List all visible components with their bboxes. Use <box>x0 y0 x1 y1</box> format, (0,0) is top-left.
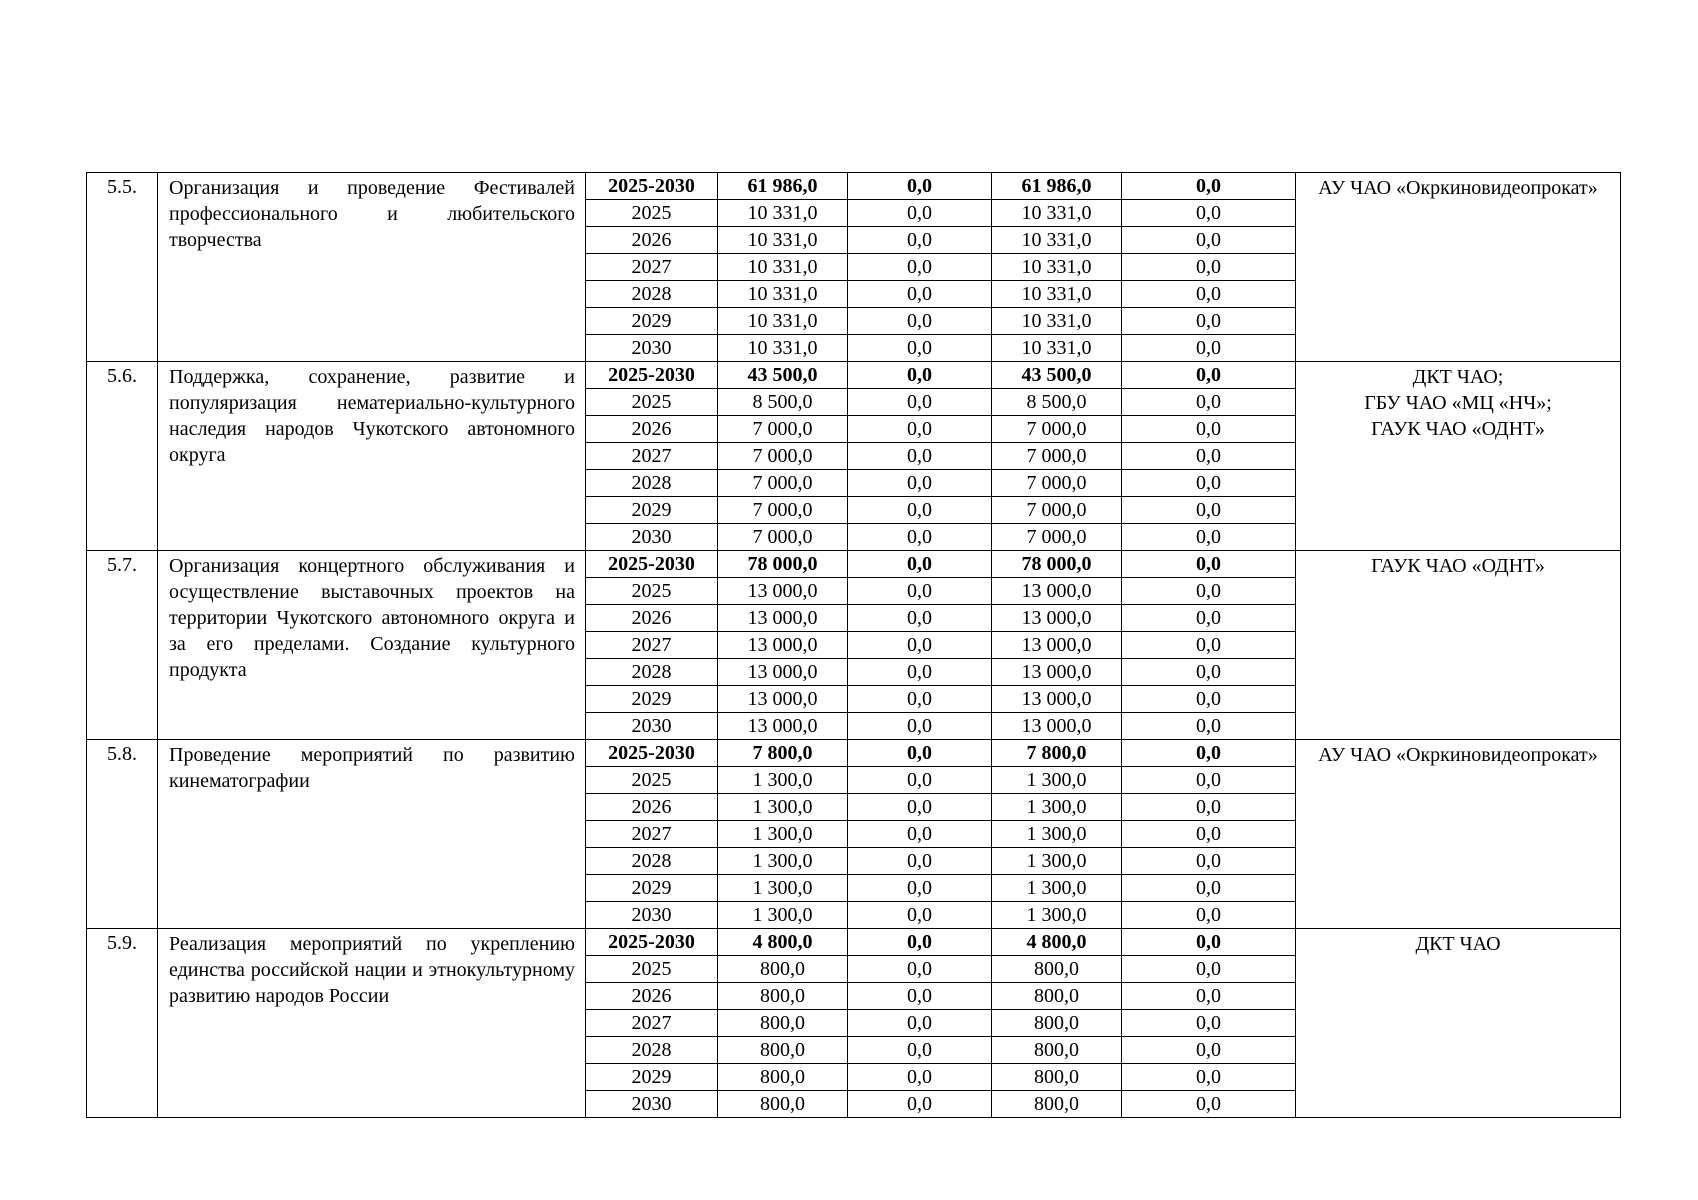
regional-budget-cell: 10 331,0 <box>992 227 1122 254</box>
federal-budget-cell: 0,0 <box>848 497 992 524</box>
period-cell: 2027 <box>586 821 718 848</box>
period-cell: 2026 <box>586 983 718 1010</box>
other-sources-cell: 0,0 <box>1122 443 1296 470</box>
total-cell: 800,0 <box>718 956 848 983</box>
item-number: 5.5. <box>87 173 158 362</box>
federal-budget-cell: 0,0 <box>848 740 992 767</box>
federal-budget-cell: 0,0 <box>848 1037 992 1064</box>
other-sources-cell: 0,0 <box>1122 1064 1296 1091</box>
other-sources-cell: 0,0 <box>1122 956 1296 983</box>
table-row-total <box>87 740 1621 767</box>
regional-budget-cell: 10 331,0 <box>992 308 1122 335</box>
total-cell: 7 000,0 <box>718 443 848 470</box>
federal-budget-cell: 0,0 <box>848 578 992 605</box>
other-sources-cell: 0,0 <box>1122 200 1296 227</box>
table-row-total <box>87 173 1621 200</box>
period-cell: 2025-2030 <box>586 551 718 578</box>
federal-budget-cell: 0,0 <box>848 362 992 389</box>
total-cell: 10 331,0 <box>718 335 848 362</box>
other-sources-cell: 0,0 <box>1122 524 1296 551</box>
other-sources-cell: 0,0 <box>1122 551 1296 578</box>
total-cell: 8 500,0 <box>718 389 848 416</box>
regional-budget-cell: 7 000,0 <box>992 443 1122 470</box>
federal-budget-cell: 0,0 <box>848 929 992 956</box>
other-sources-cell: 0,0 <box>1122 1037 1296 1064</box>
regional-budget-cell: 13 000,0 <box>992 578 1122 605</box>
federal-budget-cell: 0,0 <box>848 686 992 713</box>
period-cell: 2028 <box>586 281 718 308</box>
regional-budget-cell: 13 000,0 <box>992 686 1122 713</box>
regional-budget-cell: 13 000,0 <box>992 659 1122 686</box>
period-cell: 2025-2030 <box>586 362 718 389</box>
federal-budget-cell: 0,0 <box>848 308 992 335</box>
period-cell: 2025-2030 <box>586 929 718 956</box>
other-sources-cell: 0,0 <box>1122 929 1296 956</box>
other-sources-cell: 0,0 <box>1122 686 1296 713</box>
period-cell: 2029 <box>586 686 718 713</box>
federal-budget-cell: 0,0 <box>848 551 992 578</box>
federal-budget-cell: 0,0 <box>848 983 992 1010</box>
regional-budget-cell: 8 500,0 <box>992 389 1122 416</box>
other-sources-cell: 0,0 <box>1122 497 1296 524</box>
regional-budget-cell: 7 000,0 <box>992 470 1122 497</box>
period-cell: 2030 <box>586 713 718 740</box>
period-cell: 2028 <box>586 1037 718 1064</box>
other-sources-cell: 0,0 <box>1122 308 1296 335</box>
period-cell: 2029 <box>586 308 718 335</box>
total-cell: 13 000,0 <box>718 686 848 713</box>
period-cell: 2027 <box>586 254 718 281</box>
executor-name: АУ ЧАО «Окркиновидеопрокат» <box>1318 744 1598 766</box>
federal-budget-cell: 0,0 <box>848 848 992 875</box>
total-cell: 800,0 <box>718 1010 848 1037</box>
regional-budget-cell: 7 000,0 <box>992 416 1122 443</box>
regional-budget-cell: 1 300,0 <box>992 848 1122 875</box>
item-name: Организация концертного обслуживания и осуществление выставочных проектов на территории Чукотского автономного округа и за его пределами. Создание культурного продукта <box>158 551 586 740</box>
total-cell: 1 300,0 <box>718 848 848 875</box>
other-sources-cell: 0,0 <box>1122 470 1296 497</box>
other-sources-cell: 0,0 <box>1122 362 1296 389</box>
other-sources-cell: 0,0 <box>1122 173 1296 200</box>
other-sources-cell: 0,0 <box>1122 632 1296 659</box>
period-cell: 2029 <box>586 875 718 902</box>
period-cell: 2027 <box>586 443 718 470</box>
table-row-total <box>87 362 1621 389</box>
federal-budget-cell: 0,0 <box>848 389 992 416</box>
period-cell: 2025 <box>586 956 718 983</box>
total-cell: 800,0 <box>718 983 848 1010</box>
other-sources-cell: 0,0 <box>1122 254 1296 281</box>
federal-budget-cell: 0,0 <box>848 956 992 983</box>
regional-budget-cell: 4 800,0 <box>992 929 1122 956</box>
period-cell: 2030 <box>586 1091 718 1118</box>
other-sources-cell: 0,0 <box>1122 848 1296 875</box>
regional-budget-cell: 1 300,0 <box>992 821 1122 848</box>
executor-cell <box>1296 362 1621 551</box>
total-cell: 61 986,0 <box>718 173 848 200</box>
other-sources-cell: 0,0 <box>1122 1010 1296 1037</box>
total-cell: 4 800,0 <box>718 929 848 956</box>
item-name: Проведение мероприятий по развитию кинематографии <box>158 740 586 929</box>
other-sources-cell: 0,0 <box>1122 767 1296 794</box>
total-cell: 10 331,0 <box>718 227 848 254</box>
other-sources-cell: 0,0 <box>1122 983 1296 1010</box>
regional-budget-cell: 800,0 <box>992 983 1122 1010</box>
period-cell: 2026 <box>586 416 718 443</box>
total-cell: 1 300,0 <box>718 902 848 929</box>
regional-budget-cell: 13 000,0 <box>992 605 1122 632</box>
total-cell: 13 000,0 <box>718 632 848 659</box>
regional-budget-cell: 78 000,0 <box>992 551 1122 578</box>
other-sources-cell: 0,0 <box>1122 794 1296 821</box>
executor-cell <box>1296 929 1621 1118</box>
other-sources-cell: 0,0 <box>1122 335 1296 362</box>
federal-budget-cell: 0,0 <box>848 254 992 281</box>
federal-budget-cell: 0,0 <box>848 335 992 362</box>
period-cell: 2026 <box>586 605 718 632</box>
federal-budget-cell: 0,0 <box>848 632 992 659</box>
total-cell: 13 000,0 <box>718 578 848 605</box>
executor-cell <box>1296 551 1621 740</box>
other-sources-cell: 0,0 <box>1122 1091 1296 1118</box>
total-cell: 800,0 <box>718 1037 848 1064</box>
table-row-total <box>87 551 1621 578</box>
total-cell: 13 000,0 <box>718 713 848 740</box>
other-sources-cell: 0,0 <box>1122 578 1296 605</box>
other-sources-cell: 0,0 <box>1122 416 1296 443</box>
other-sources-cell: 0,0 <box>1122 659 1296 686</box>
other-sources-cell: 0,0 <box>1122 281 1296 308</box>
total-cell: 1 300,0 <box>718 875 848 902</box>
period-cell: 2026 <box>586 794 718 821</box>
item-name: Организация и проведение Фестивалей профессионального и любительского творчества <box>158 173 586 362</box>
regional-budget-cell: 7 000,0 <box>992 524 1122 551</box>
period-cell: 2030 <box>586 335 718 362</box>
period-cell: 2027 <box>586 1010 718 1037</box>
item-number: 5.7. <box>87 551 158 740</box>
period-cell: 2025-2030 <box>586 173 718 200</box>
federal-budget-cell: 0,0 <box>848 1010 992 1037</box>
period-cell: 2028 <box>586 659 718 686</box>
other-sources-cell: 0,0 <box>1122 740 1296 767</box>
federal-budget-cell: 0,0 <box>848 227 992 254</box>
regional-budget-cell: 7 800,0 <box>992 740 1122 767</box>
federal-budget-cell: 0,0 <box>848 416 992 443</box>
item-number: 5.6. <box>87 362 158 551</box>
period-cell: 2026 <box>586 227 718 254</box>
total-cell: 10 331,0 <box>718 281 848 308</box>
period-cell: 2030 <box>586 524 718 551</box>
total-cell: 800,0 <box>718 1064 848 1091</box>
item-number: 5.9. <box>87 929 158 1118</box>
federal-budget-cell: 0,0 <box>848 713 992 740</box>
other-sources-cell: 0,0 <box>1122 605 1296 632</box>
item-number: 5.8. <box>87 740 158 929</box>
regional-budget-cell: 10 331,0 <box>992 281 1122 308</box>
regional-budget-cell: 10 331,0 <box>992 335 1122 362</box>
funding-table <box>86 172 1621 1118</box>
federal-budget-cell: 0,0 <box>848 470 992 497</box>
total-cell: 78 000,0 <box>718 551 848 578</box>
federal-budget-cell: 0,0 <box>848 524 992 551</box>
regional-budget-cell: 800,0 <box>992 1037 1122 1064</box>
total-cell: 10 331,0 <box>718 200 848 227</box>
total-cell: 1 300,0 <box>718 794 848 821</box>
regional-budget-cell: 1 300,0 <box>992 794 1122 821</box>
federal-budget-cell: 0,0 <box>848 605 992 632</box>
item-name: Реализация мероприятий по укреплению единства российской нации и этнокультурному развитию народов России <box>158 929 586 1118</box>
federal-budget-cell: 0,0 <box>848 794 992 821</box>
total-cell: 7 000,0 <box>718 524 848 551</box>
table-row-total <box>87 929 1621 956</box>
period-cell: 2030 <box>586 902 718 929</box>
table-body <box>87 173 1621 1118</box>
federal-budget-cell: 0,0 <box>848 821 992 848</box>
total-cell: 10 331,0 <box>718 254 848 281</box>
period-cell: 2025 <box>586 767 718 794</box>
total-cell: 800,0 <box>718 1091 848 1118</box>
federal-budget-cell: 0,0 <box>848 173 992 200</box>
item-name: Поддержка, сохранение, развитие и популяризация нематериально-культурного наследия народов Чукотского автономного округа <box>158 362 586 551</box>
federal-budget-cell: 0,0 <box>848 902 992 929</box>
federal-budget-cell: 0,0 <box>848 281 992 308</box>
total-cell: 13 000,0 <box>718 659 848 686</box>
other-sources-cell: 0,0 <box>1122 227 1296 254</box>
period-cell: 2025 <box>586 578 718 605</box>
other-sources-cell: 0,0 <box>1122 821 1296 848</box>
executor-cell <box>1296 173 1621 362</box>
period-cell: 2027 <box>586 632 718 659</box>
federal-budget-cell: 0,0 <box>848 875 992 902</box>
federal-budget-cell: 0,0 <box>848 659 992 686</box>
regional-budget-cell: 10 331,0 <box>992 254 1122 281</box>
executor-name: ГАУК ЧАО «ОДНТ» <box>1371 555 1545 577</box>
total-cell: 7 000,0 <box>718 470 848 497</box>
total-cell: 10 331,0 <box>718 308 848 335</box>
period-cell: 2025-2030 <box>586 740 718 767</box>
regional-budget-cell: 43 500,0 <box>992 362 1122 389</box>
other-sources-cell: 0,0 <box>1122 902 1296 929</box>
total-cell: 1 300,0 <box>718 767 848 794</box>
period-cell: 2029 <box>586 497 718 524</box>
period-cell: 2028 <box>586 470 718 497</box>
federal-budget-cell: 0,0 <box>848 1064 992 1091</box>
total-cell: 13 000,0 <box>718 605 848 632</box>
regional-budget-cell: 13 000,0 <box>992 713 1122 740</box>
executor-name: ГАУК ЧАО «ОДНТ» <box>1371 418 1545 440</box>
period-cell: 2025 <box>586 389 718 416</box>
total-cell: 1 300,0 <box>718 821 848 848</box>
regional-budget-cell: 7 000,0 <box>992 497 1122 524</box>
period-cell: 2029 <box>586 1064 718 1091</box>
regional-budget-cell: 1 300,0 <box>992 902 1122 929</box>
regional-budget-cell: 800,0 <box>992 956 1122 983</box>
total-cell: 7 800,0 <box>718 740 848 767</box>
other-sources-cell: 0,0 <box>1122 713 1296 740</box>
regional-budget-cell: 1 300,0 <box>992 875 1122 902</box>
period-cell: 2025 <box>586 200 718 227</box>
regional-budget-cell: 1 300,0 <box>992 767 1122 794</box>
total-cell: 7 000,0 <box>718 497 848 524</box>
executor-name: ГБУ ЧАО «МЦ «НЧ»; <box>1364 392 1552 414</box>
executor-name: АУ ЧАО «Окркиновидеопрокат» <box>1318 177 1598 199</box>
total-cell: 43 500,0 <box>718 362 848 389</box>
regional-budget-cell: 61 986,0 <box>992 173 1122 200</box>
regional-budget-cell: 10 331,0 <box>992 200 1122 227</box>
federal-budget-cell: 0,0 <box>848 767 992 794</box>
total-cell: 7 000,0 <box>718 416 848 443</box>
regional-budget-cell: 13 000,0 <box>992 632 1122 659</box>
period-cell: 2028 <box>586 848 718 875</box>
federal-budget-cell: 0,0 <box>848 1091 992 1118</box>
regional-budget-cell: 800,0 <box>992 1010 1122 1037</box>
regional-budget-cell: 800,0 <box>992 1064 1122 1091</box>
federal-budget-cell: 0,0 <box>848 200 992 227</box>
federal-budget-cell: 0,0 <box>848 443 992 470</box>
regional-budget-cell: 800,0 <box>992 1091 1122 1118</box>
executor-name: ДКТ ЧАО <box>1415 933 1501 955</box>
executor-name: ДКТ ЧАО; <box>1412 366 1504 388</box>
executor-cell <box>1296 740 1621 929</box>
other-sources-cell: 0,0 <box>1122 389 1296 416</box>
other-sources-cell: 0,0 <box>1122 875 1296 902</box>
